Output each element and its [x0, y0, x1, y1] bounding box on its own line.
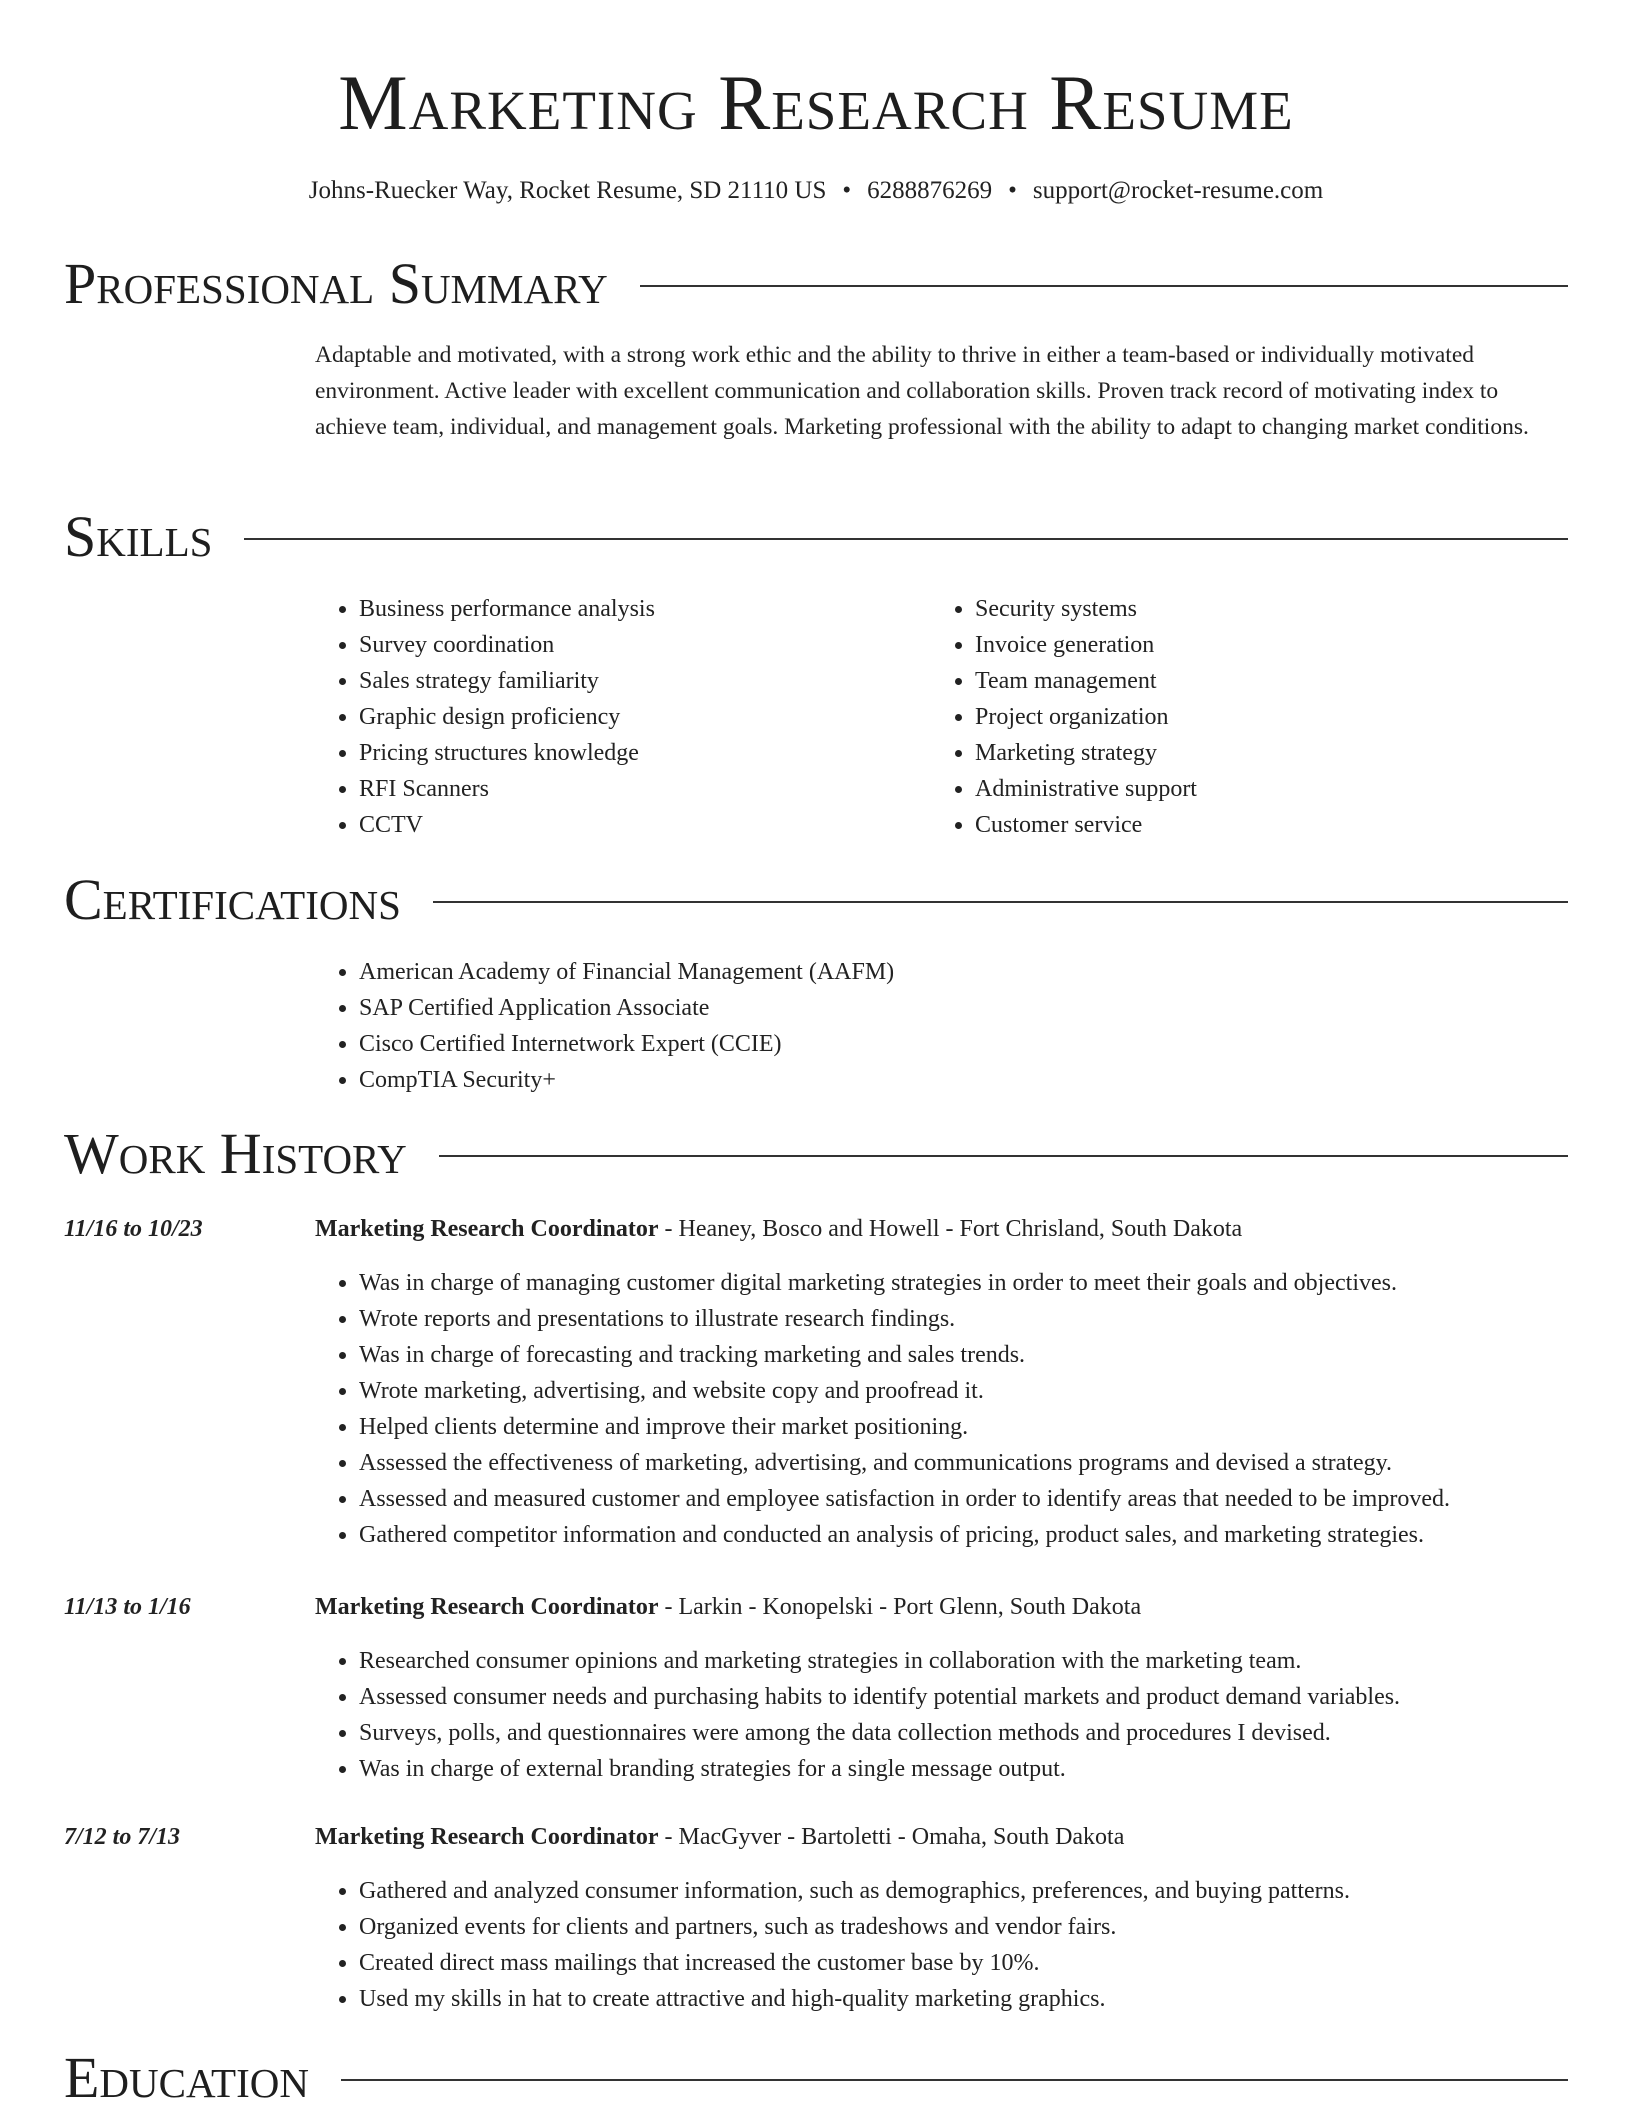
duty-item: • Organized events for clients and partners, such as tradeshows and vendor fairs. — [359, 1909, 1575, 1945]
duties-list — [315, 1643, 1575, 1787]
job-role: Marketing Research Coordinator — [315, 1824, 659, 1850]
job-company: - MacGyver - Bartoletti - Omaha, South Dakota — [658, 1824, 1125, 1850]
job-role: Marketing Research Coordinator — [315, 1216, 659, 1242]
skills-list-right — [931, 591, 1197, 843]
contact-phone: 6288876269 — [867, 177, 993, 204]
section-title-education: Education — [64, 2045, 309, 2110]
skill-item: • Team management — [975, 663, 1197, 699]
section-title-certifications: Certifications — [64, 867, 401, 932]
section-title-work-history: Work History — [64, 1121, 407, 1186]
duty-item: • Gathered and analyzed consumer information, such as demographics, preferences, and buying patterns. — [359, 1873, 1575, 1909]
duty-item: • Was in charge of managing customer digital marketing strategies in order to meet their goals and objectives. — [359, 1265, 1575, 1301]
job-company: - Heaney, Bosco and Howell - Fort Chrisland, South Dakota — [658, 1216, 1243, 1242]
duty-item: • Assessed and measured customer and employee satisfaction in order to identify areas that needed to be improved. — [359, 1481, 1575, 1517]
duty-item: • Created direct mass mailings that increased the customer base by 10%. — [359, 1945, 1575, 1981]
certifications-list — [315, 954, 894, 1098]
skill-item: • Security systems — [975, 591, 1197, 627]
skill-item: • CCTV — [359, 807, 655, 843]
duty-item: • Gathered competitor information and conducted an analysis of pricing, product sales, and marketing strategies. — [359, 1517, 1575, 1553]
duties-list — [315, 1265, 1575, 1553]
job-role: Marketing Research Coordinator — [315, 1594, 659, 1620]
summary-text: Adaptable and motivated, with a strong work ethic and the ability to thrive in either a team-based or individually motivated environment. Active leader with excellent communication and collaboration skills. Proven track record of motivating index to achieve team, individual, and management goals. Marketing professional with the ability to adapt to changing market conditions. — [315, 342, 1529, 440]
contact-line — [0, 174, 1632, 208]
section-title-skills: Skills — [64, 504, 213, 569]
job-heading — [315, 1211, 1242, 1247]
skill-item: • Pricing structures knowledge — [359, 735, 655, 771]
job-heading — [315, 1589, 1141, 1625]
duty-item: • Was in charge of forecasting and tracking marketing and sales trends. — [359, 1337, 1575, 1373]
duty-item: • Assessed the effectiveness of marketing, advertising, and communications programs and devised a strategy. — [359, 1445, 1575, 1481]
resume-title: Marketing Research Resume — [338, 59, 1294, 146]
section-divider — [341, 2079, 1568, 2081]
skill-item: • RFI Scanners — [359, 771, 655, 807]
duty-item: • Assessed consumer needs and purchasing habits to identify potential markets and product demand variables. — [359, 1679, 1575, 1715]
skills-column-left — [315, 591, 655, 843]
skill-item: • Graphic design proficiency — [359, 699, 655, 735]
section-header-certifications — [64, 868, 1568, 932]
contact-separator: • — [842, 177, 852, 204]
skill-item: • Invoice generation — [975, 627, 1197, 663]
section-divider — [439, 1155, 1568, 1157]
skill-item: • Administrative support — [975, 771, 1197, 807]
certification-item: • SAP Certified Application Associate — [359, 990, 894, 1026]
section-header-summary — [64, 252, 1568, 316]
job-date: 11/16 to 10/23 — [64, 1216, 203, 1242]
skill-item: • Marketing strategy — [975, 735, 1197, 771]
duties-list — [315, 1873, 1575, 2017]
contact-email: support@rocket-resume.com — [1032, 177, 1324, 204]
job-company: - Larkin - Konopelski - Port Glenn, South Dakota — [658, 1594, 1142, 1620]
section-divider — [640, 285, 1568, 287]
skills-column-right — [931, 591, 1197, 843]
contact-address: Johns-Ruecker Way, Rocket Resume, SD 21110 US — [308, 177, 827, 204]
job-heading — [315, 1819, 1124, 1855]
job-date: 7/12 to 7/13 — [64, 1824, 181, 1850]
duty-item: • Wrote marketing, advertising, and website copy and proofread it. — [359, 1373, 1575, 1409]
skills-list-left — [315, 591, 655, 843]
duty-item: • Surveys, polls, and questionnaires were among the data collection methods and procedures I devised. — [359, 1715, 1575, 1751]
duty-item: • Researched consumer opinions and marketing strategies in collaboration with the marketing team. — [359, 1643, 1575, 1679]
certification-item: • American Academy of Financial Management (AAFM) — [359, 954, 894, 990]
section-divider — [244, 538, 1568, 540]
duty-item: • Wrote reports and presentations to illustrate research findings. — [359, 1301, 1575, 1337]
duty-item: • Was in charge of external branding strategies for a single message output. — [359, 1751, 1575, 1787]
certifications-block — [315, 954, 894, 1098]
skill-item: • Project organization — [975, 699, 1197, 735]
job-duties — [315, 1265, 1575, 1553]
contact-separator: • — [1008, 177, 1017, 204]
skill-item: • Customer service — [975, 807, 1197, 843]
skill-item: • Survey coordination — [359, 627, 655, 663]
job-duties — [315, 1873, 1575, 2017]
section-header-work-history — [64, 1122, 1568, 1186]
duty-item: • Used my skills in hat to create attractive and high-quality marketing graphics. — [359, 1981, 1575, 2017]
skill-item: • Sales strategy familiarity — [359, 663, 655, 699]
duty-item: • Helped clients determine and improve their market positioning. — [359, 1409, 1575, 1445]
skill-item: • Business performance analysis — [359, 591, 655, 627]
section-divider — [433, 901, 1568, 903]
section-header-skills — [64, 505, 1568, 569]
job-duties — [315, 1643, 1575, 1787]
section-title-summary: Professional Summary — [64, 251, 608, 316]
certification-item: • CompTIA Security+ — [359, 1062, 894, 1098]
job-date: 11/13 to 1/16 — [64, 1594, 191, 1620]
certification-item: • Cisco Certified Internetwork Expert (CCIE) — [359, 1026, 894, 1062]
section-header-education — [64, 2046, 1568, 2110]
